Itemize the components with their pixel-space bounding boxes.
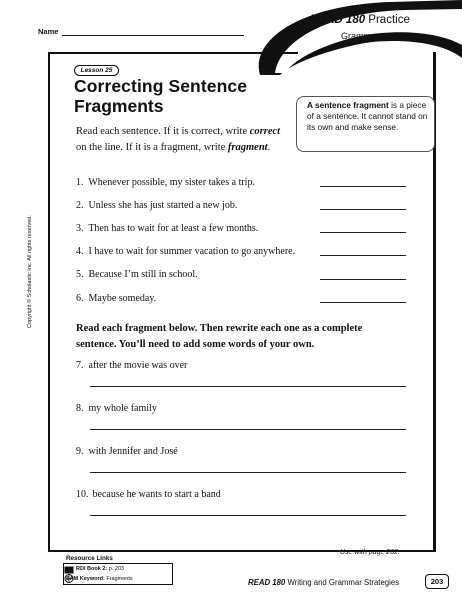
copyright-notice: Copyright © Scholastic Inc. All rights reserved. xyxy=(27,215,33,328)
question-9 xyxy=(76,446,178,457)
question-text: Unless she has just started a new job. xyxy=(88,200,238,211)
write-line-10[interactable] xyxy=(90,515,406,516)
program-title-rest: Practice xyxy=(365,14,410,26)
answer-line-1[interactable] xyxy=(320,186,406,187)
question-number: 8. xyxy=(76,403,84,414)
page-title-line2: Fragments xyxy=(74,96,164,116)
question-2 xyxy=(76,200,237,211)
question-10 xyxy=(76,489,221,500)
question-4 xyxy=(76,246,295,257)
page-title-line1: Correcting Sentence xyxy=(74,76,248,96)
frame-top-rule xyxy=(48,52,298,54)
instr1-text3: . xyxy=(267,141,271,153)
answer-line-6[interactable] xyxy=(320,302,406,303)
program-title xyxy=(295,14,425,26)
instr1-correct-word: correct xyxy=(249,126,281,137)
question-text: because he wants to start a band xyxy=(92,489,221,500)
sam-value: Fragments xyxy=(104,576,133,582)
question-number: 9. xyxy=(76,446,84,457)
instructions-part1 xyxy=(76,124,291,155)
question-text: I have to wait for summer vacation to go anywhere. xyxy=(88,246,296,257)
resource-links-heading: Resource Links xyxy=(63,555,173,564)
instr1-fragment-word: fragment xyxy=(227,141,268,153)
definition-text: is a piece of a sentence. It cannot stand on its own and make sense. xyxy=(307,100,428,132)
answer-line-5[interactable] xyxy=(320,279,406,280)
question-number: 4. xyxy=(76,246,84,257)
rdi-label: RDI Book 2: xyxy=(76,566,108,572)
question-number: 3. xyxy=(76,223,84,234)
sam-label: SAM Keyword: xyxy=(66,576,105,582)
question-7 xyxy=(76,360,187,371)
question-number: 10. xyxy=(76,489,89,500)
write-line-7[interactable] xyxy=(90,386,406,387)
rdi-value: p. 203 xyxy=(107,566,124,572)
question-number: 7. xyxy=(76,360,84,371)
question-text: my whole family xyxy=(88,403,157,414)
question-number: 6. xyxy=(76,293,84,304)
answer-line-3[interactable] xyxy=(320,232,406,233)
footer-book-bold: READ 180 xyxy=(248,578,286,587)
resource-link-rdi xyxy=(76,566,124,572)
question-1 xyxy=(76,177,255,188)
question-text: after the movie was over xyxy=(88,360,188,371)
question-number: 5. xyxy=(76,269,84,280)
question-8 xyxy=(76,403,157,414)
question-6 xyxy=(76,293,156,304)
definition-term: A sentence fragment xyxy=(307,100,389,110)
question-3 xyxy=(76,223,258,234)
answer-line-2[interactable] xyxy=(320,209,406,210)
name-label: Name xyxy=(38,27,59,36)
write-line-9[interactable] xyxy=(90,472,406,473)
question-number: 2. xyxy=(76,200,84,211)
program-title-bold: READ 180 xyxy=(310,14,366,26)
name-line[interactable] xyxy=(62,35,244,36)
write-line-8[interactable] xyxy=(90,429,406,430)
question-text: Because I’m still in school. xyxy=(88,269,198,280)
instr1-text2: on the line. If it is a fragment, write xyxy=(76,141,228,153)
instr1-text1: Read each sentence. If it is correct, write xyxy=(76,126,250,137)
definition-box xyxy=(296,96,435,152)
footer-book-rest: Writing and Grammar Strategies xyxy=(285,578,400,587)
use-with-note: Use with page 202. xyxy=(340,549,400,556)
question-text: Then has to wait for at least a few months. xyxy=(88,223,259,234)
program-subtitle: Grammar xyxy=(341,31,379,41)
answer-line-4[interactable] xyxy=(320,255,406,256)
question-text: with Jennifer and José xyxy=(88,446,178,457)
question-number: 1. xyxy=(76,177,84,188)
lesson-badge: Lesson 25 xyxy=(74,65,119,76)
question-text: Maybe someday. xyxy=(88,293,157,304)
page-number: 203 xyxy=(425,574,449,589)
footer-book-title xyxy=(248,578,399,587)
resource-link-sam xyxy=(66,576,133,582)
instructions-part2: Read each fragment below. Then rewrite each one as a complete sentence. You’ll need to add some words of your own. xyxy=(76,323,363,350)
question-text: Whenever possible, my sister takes a trip. xyxy=(88,177,255,188)
question-5 xyxy=(76,269,198,280)
